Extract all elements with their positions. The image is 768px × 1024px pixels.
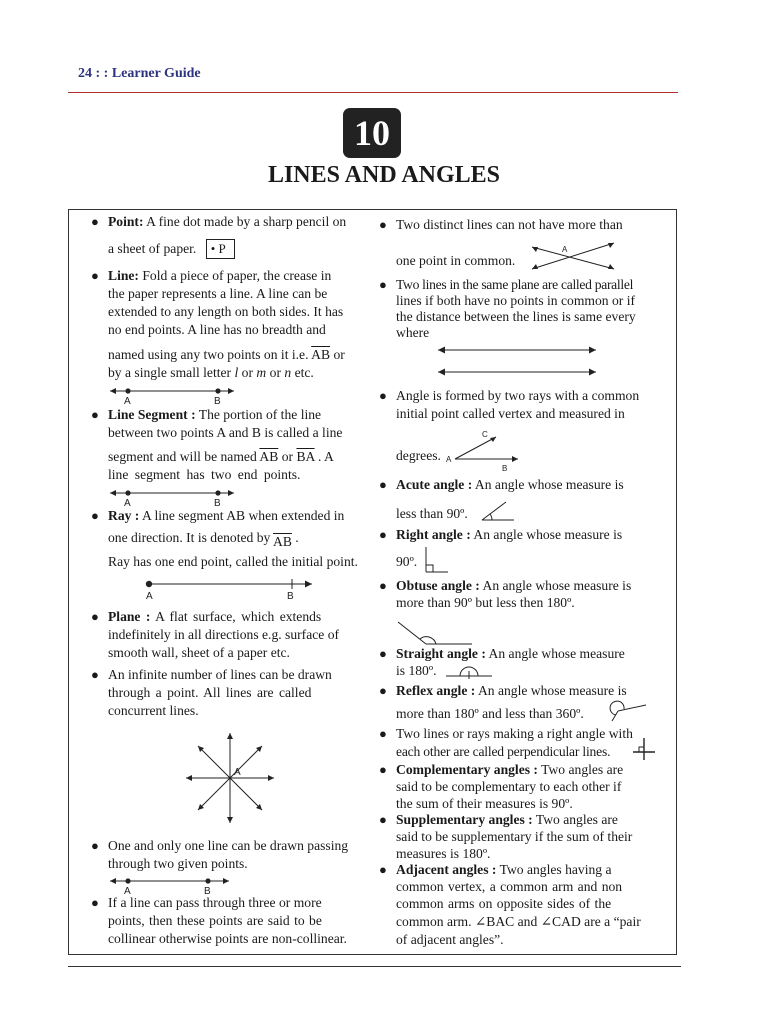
acute-angle-icon: [480, 500, 516, 524]
svg-text:A: A: [124, 396, 131, 407]
svg-text:A: A: [146, 591, 153, 602]
parallel-lines-diagram: [436, 344, 598, 376]
svg-text:A: A: [562, 245, 568, 254]
svg-text:B: B: [502, 464, 508, 473]
svg-text:C: C: [482, 430, 488, 439]
line-segment-diagram: [108, 487, 238, 509]
line-diagram: [108, 385, 238, 407]
svg-text:A: A: [124, 886, 131, 897]
running-header: 24 : : Learner Guide: [78, 66, 201, 81]
svg-text:A: A: [446, 455, 452, 464]
intersecting-lines-diagram: [530, 241, 616, 273]
obtuse-angle-icon: [396, 618, 474, 648]
header-rule: [68, 92, 678, 93]
svg-text:B: B: [204, 886, 211, 897]
svg-text:B: B: [214, 498, 221, 509]
ray-diagram: [146, 578, 316, 602]
svg-text:A: A: [124, 498, 131, 509]
straight-angle-icon: [444, 665, 494, 681]
chapter-number-badge: 10: [343, 108, 401, 158]
right-angle-icon: [424, 545, 450, 575]
chapter-title: LINES AND ANGLES: [267, 162, 501, 188]
perpendicular-icon: [632, 737, 656, 761]
svg-text:B: B: [287, 591, 294, 602]
concurrent-lines-diagram: [178, 731, 288, 825]
point-box: • P: [206, 239, 235, 259]
svg-text:A: A: [234, 767, 241, 778]
angle-diagram: [446, 429, 522, 473]
reflex-angle-icon: [608, 701, 648, 723]
svg-text:B: B: [214, 396, 221, 407]
footer-rule: [68, 966, 681, 967]
